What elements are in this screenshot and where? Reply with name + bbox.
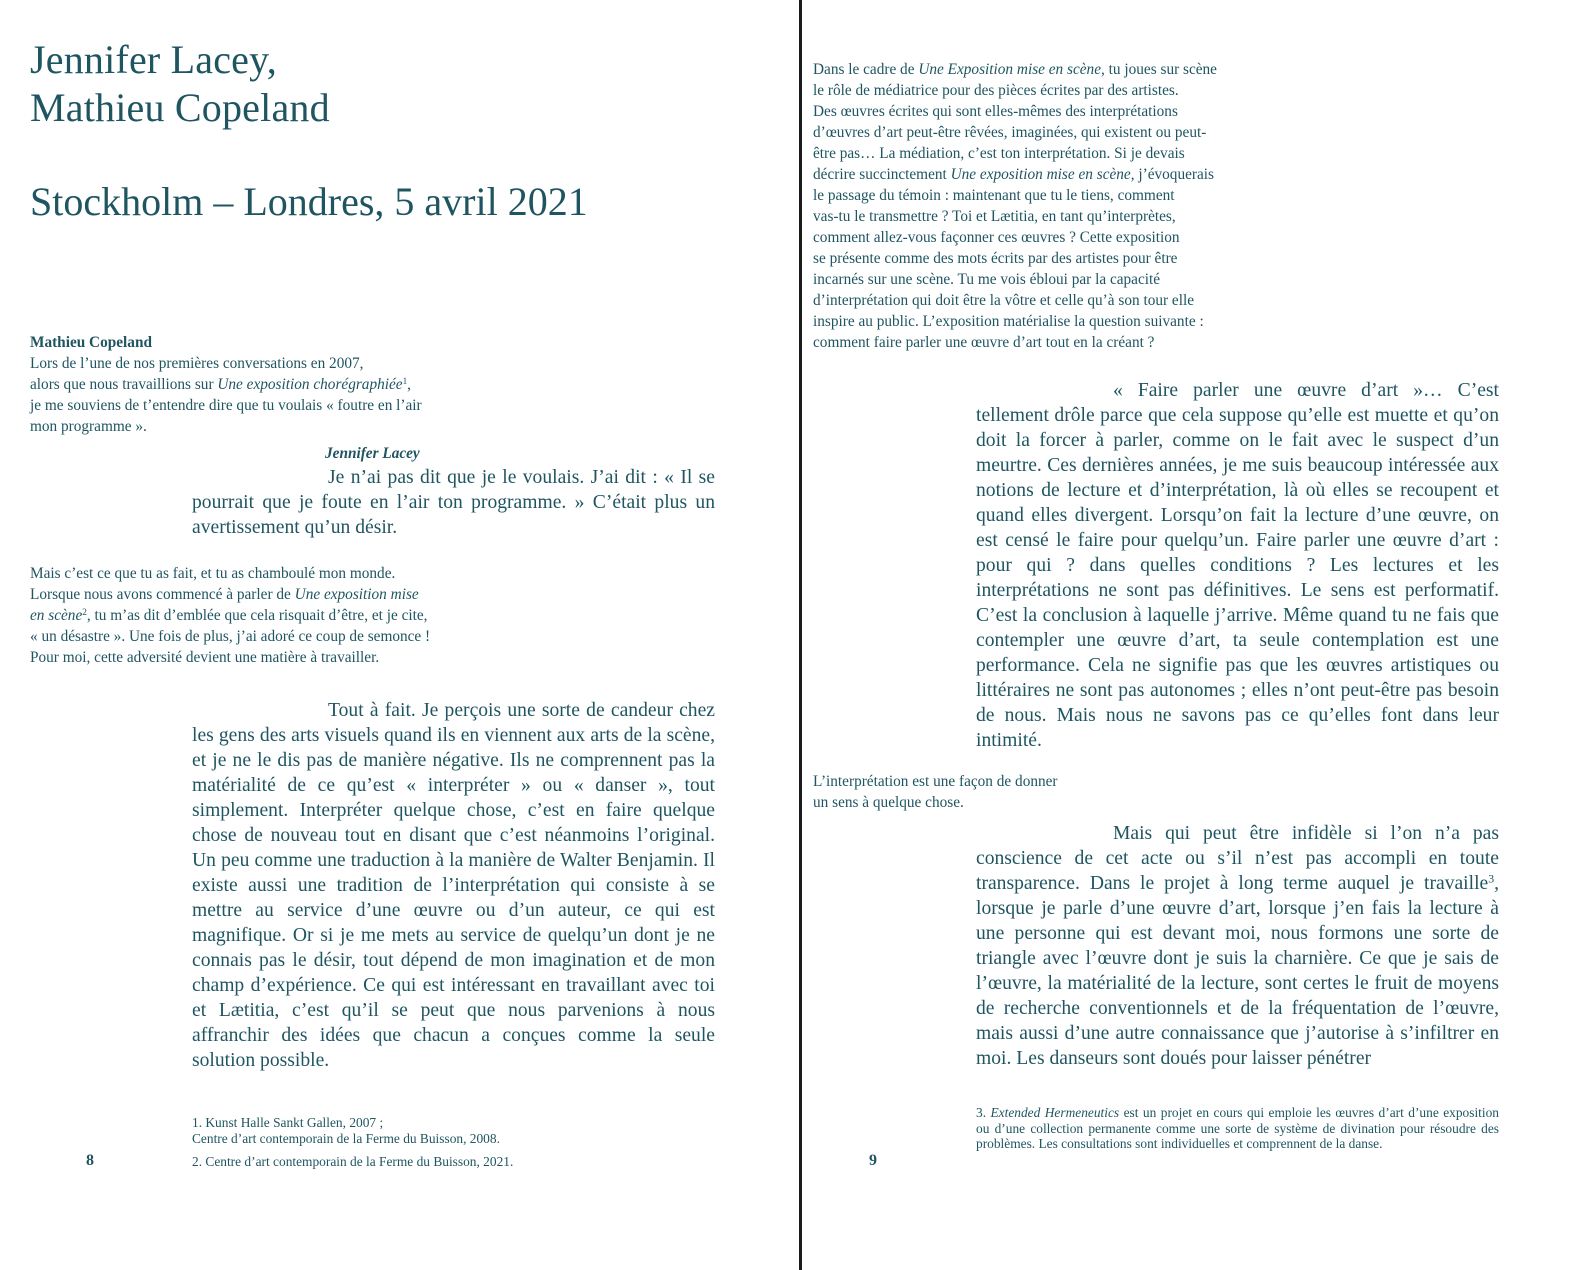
q3-line-9: comment allez-vous façonner ces œuvres ? Cette exposition [813, 229, 1180, 246]
answer-1 [192, 465, 715, 540]
q2-line-3 [30, 605, 550, 626]
q3-line-8: vas-tu le transmettre ? Toi et Lætitia, en tant qu’interprètes, [813, 208, 1176, 225]
work-title: Une exposition mise [294, 586, 419, 603]
question-3 [813, 59, 1333, 353]
answer-1-text: Je n’ai pas dit que je le voulais. J’ai dit : « Il se pourrait que je foute en l’air ton programme. » C’était plus un avertissement qu’un désir. [192, 467, 715, 538]
question-1 [30, 332, 550, 437]
q2-line-1: Mais c’est ce que tu as fait, et tu as chamboulé mon monde. [30, 565, 396, 582]
footnotes-left [192, 1115, 732, 1170]
answer-4-text: Mais qui peut être infidèle si l’on n’a pas conscience de cet acte ou s’il n’est pas accompli en toute transparence. Dans le projet à long terme auquel je travaille [976, 823, 1499, 894]
footnote-1-line-1: 1. Kunst Halle Sankt Gallen, 2007 ; [192, 1115, 384, 1130]
q1-line-1: Lors de l’une de nos premières conversations en 2007, [30, 355, 364, 372]
answer-4-text: , lorsque je parle d’une œuvre d’art, lorsque j’en fais la lecture à une personne qui est devant moi, nous formons une sorte de triangle avec l’œuvre dont je suis la charnière. Ce que je sais de l’œuvre, la matérialité de la lecture, sont certes le fruit de moyens de recherche conventionnels et de la fréquentation de l’œuvre, mais aussi d’une autre connaissance que j’autorise à s’infiltrer en moi. Les danseurs sont doués pour laisser pénétrer [976, 873, 1499, 1069]
speaker-jennifer-lacey [325, 443, 420, 464]
title-line-1: Jennifer Lacey, [30, 37, 277, 82]
q1-line-4: mon programme ». [30, 418, 147, 435]
q2-text: , tu m’as dit d’emblée que cela risquait d’être, et je cite, [86, 607, 428, 624]
project-title: Extended Hermeneutics [990, 1105, 1120, 1120]
footnote-3-text: est un projet en cours qui emploie les œuvres d’art d’une exposition ou d’une collection permanente comme une sorte de système de divination pour résoudre des problèmes. Les consultations sont individuelles et comprennent de la danse. [976, 1105, 1499, 1151]
footnote-ref-2: 2 [82, 606, 87, 617]
book-spine-divider [799, 0, 802, 1270]
q3-line-1 [813, 59, 1333, 80]
q4-line-2: un sens à quelque chose. [813, 794, 964, 811]
q3-line-10: se présente comme des mots écrits par des artistes pour être [813, 250, 1178, 267]
q2-line-2 [30, 584, 550, 605]
answer-2 [192, 698, 715, 1073]
q3-line-6 [813, 164, 1333, 185]
footnote-1-line-2: Centre d’art contemporain de la Ferme du Buisson, 2008. [192, 1131, 500, 1146]
q4-line-1: L’interprétation est une façon de donner [813, 773, 1058, 790]
q3-line-2: le rôle de médiatrice pour des pièces écrites par des artistes. [813, 82, 1179, 99]
date-location [30, 178, 588, 226]
footnote-ref-1: 1 [402, 375, 408, 386]
answer-2-text: Tout à fait. Je perçois une sorte de candeur chez les gens des arts visuels quand ils en viennent aux arts de la scène, et je ne le dis pas de manière négative. Ils ne comprennent pas la matérialité de ce qu’est « interpréter » ou « danser », tout simplement. Interpréter quelque chose, c’est en faire quelque chose de nouveau tout en disant que c’est néanmoins l’original. Un peu comme une traduction à la manière de Walter Benjamin. Il existe aussi une tradition de l’interprétation qui consiste à se mettre au service d’une œuvre ou d’un auteur, ce qui est magnifique. Or si je me mets au service de quelqu’un dont je ne connais pas le désir, tout dépend de mon imagination et de mon champ d’expérience. Ce qui est intéressant en travaillant avec toi et Lætitia, c’est qu’il se peut que nous parvenions à nous affranchir des idées que chacun a conçues comme la seule solution possible. [192, 700, 715, 1071]
work-title: Une Exposition mise en scène [918, 61, 1101, 78]
q2-line-5: Pour moi, cette adversité devient une matière à travailler. [30, 649, 380, 666]
q1-text: alors que nous travaillions sur [30, 376, 218, 393]
q2-line-4: « un désastre ». Une fois de plus, j’ai adoré ce coup de semonce ! [30, 628, 431, 645]
q1-line-2 [30, 374, 550, 395]
answer-3 [976, 378, 1499, 753]
work-title: Une exposition mise en scène [950, 166, 1131, 183]
q3-line-13: inspire au public. L’exposition matérialise la question suivante : [813, 313, 1204, 330]
q3-line-12: d’interprétation qui doit être la vôtre et celle qu’à son tour elle [813, 292, 1195, 309]
q2-text: Lorsque nous avons commencé à parler de [30, 586, 295, 603]
question-4 [813, 771, 1213, 813]
q3-line-7: le passage du témoin : maintenant que tu le tiens, comment [813, 187, 1175, 204]
article-title [30, 36, 330, 132]
title-line-2: Mathieu Copeland [30, 85, 330, 130]
speaker-name: Jennifer Lacey [325, 445, 420, 462]
q3-line-11: incarnés sur une scène. Tu me vois ébloui par la capacité [813, 271, 1161, 288]
q3-line-14: comment faire parler une œuvre d’art tout en la créant ? [813, 334, 1155, 351]
q3-text: , tu joues sur scène [1101, 61, 1217, 78]
answer-3-text: « Faire parler une œuvre d’art »… C’est tellement drôle parce que cela suppose qu’elle est muette et qu’on doit la forcer à parler, comme on le fait avec le suspect d’un meurtre. Ces dernières années, je me suis beaucoup intéressée aux notions de lecture et d’interprétation, là où elles se recoupent et quand elles divergent. Lorsqu’on fait la lecture d’une œuvre, on est censé le faire pour quelqu’un. Faire parler une œuvre d’art : pour qui ? dans quelles conditions ? Les lectures et les interprétations ne sont pas définitives. Le sens est performatif. C’est la conclusion à laquelle j’arrive. Même quand tu ne fais que contempler une œuvre d’art, ta seule contemplation est une performance. Cela ne signifie pas que les œuvres artistiques ou littéraires ne sont pas autonomes ; elles n’ont peut-être pas besoin de nous. Mais nous ne savons pas ce qu’elles font dans leur intimité. [976, 380, 1499, 751]
q3-line-4: d’œuvres d’art peut-être rêvées, imaginées, qui existent ou peut- [813, 124, 1207, 141]
page-number-left: 8 [86, 1152, 94, 1169]
q3-text: décrire succinctement [813, 166, 951, 183]
q1-text: , [407, 376, 411, 393]
answer-4 [976, 821, 1499, 1071]
page-number-right: 9 [869, 1152, 877, 1169]
q3-line-3: Des œuvres écrites qui sont elles-mêmes des interprétations [813, 103, 1178, 120]
footnote-3 [976, 1105, 1499, 1152]
q3-line-5: être pas… La médiation, c’est ton interprétation. Si je devais [813, 145, 1185, 162]
q1-line-3: je me souviens de t’entendre dire que tu voulais « foutre en l’air [30, 397, 422, 414]
footnote-ref-3: 3 [1488, 872, 1495, 886]
footnote-3-number: 3. [976, 1105, 991, 1120]
question-2 [30, 563, 550, 668]
right-page [803, 0, 1594, 1270]
q3-text: Dans le cadre de [813, 61, 919, 78]
work-title: en scène [30, 607, 83, 624]
work-title: Une exposition chorégraphiée [217, 376, 403, 393]
footnote-2: 2. Centre d’art contemporain de la Ferme du Buisson, 2021. [192, 1154, 514, 1169]
q3-text: , j’évoquerais [1130, 166, 1214, 183]
date-line: Stockholm – Londres, 5 avril 2021 [30, 179, 588, 224]
speaker-mathieu-copeland: Mathieu Copeland [30, 334, 152, 351]
